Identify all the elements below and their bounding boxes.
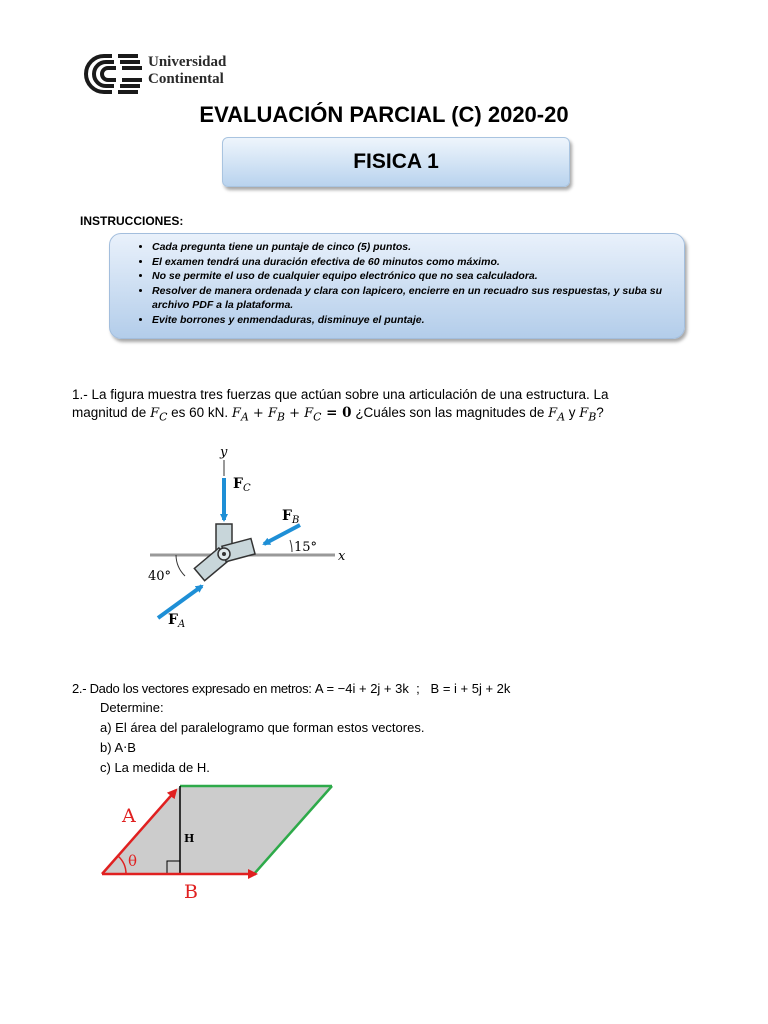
q1-text: es 60 kN. — [167, 405, 232, 420]
q1-text: y — [565, 405, 580, 420]
angle-arc-b — [290, 540, 292, 552]
instructions-box — [109, 233, 685, 339]
question-2a: a) El área del paralelogramo que forman estos vectores. — [100, 720, 425, 735]
plus-sign: + — [248, 406, 268, 421]
label-h: H — [184, 832, 195, 845]
q1-text: ? — [596, 405, 604, 420]
logo-mark-icon — [82, 52, 144, 96]
equals-zero: = 0 — [321, 405, 352, 421]
vector-fb: $F_B$ — [579, 406, 597, 424]
question-1-line-2 — [72, 404, 712, 427]
logo-line-1: Universidad — [148, 54, 227, 70]
label-b: B — [184, 881, 198, 903]
y-axis-label: y — [220, 445, 228, 460]
vector-a-expression: A = −4i + 2j + 3k — [314, 681, 409, 696]
question-1-line-1: 1.- La figura muestra tres fuerzas que actúan sobre una articulación de una estructura. La — [72, 387, 609, 402]
vector-fb: $F_B$ — [267, 406, 285, 424]
parallelogram-diagram — [96, 780, 346, 904]
angle-a-label: 40° — [148, 569, 172, 584]
exam-title: EVALUACIÓN PARCIAL (C) 2020-20 — [199, 102, 569, 127]
question-2 — [72, 680, 712, 778]
fa-label: $F_A$ — [168, 612, 186, 630]
question-2b: b) A⋅B — [100, 740, 136, 755]
university-logo — [82, 52, 242, 96]
separator: ; — [408, 681, 431, 696]
fb-label: $F_B$ — [282, 508, 300, 526]
instructions-list — [110, 234, 684, 328]
q1-text: ¿Cuáles son las magnitudes de — [351, 405, 549, 420]
q1-text: magnitud de — [72, 405, 151, 420]
vector-b-expression: B = i + 5j + 2k — [430, 681, 511, 696]
force-diagram — [140, 440, 370, 640]
instruction-item: • Cada pregunta tiene un puntaje de cinco (5) puntos. — [152, 240, 672, 255]
question-2c: c) La medida de H. — [100, 760, 210, 775]
vector-fa: $F_A$ — [548, 406, 566, 424]
fc-label: $F_C$ — [233, 476, 251, 494]
question-2-line-1 — [72, 680, 712, 698]
logo-line-2: Continental — [148, 71, 224, 87]
instruction-item: • No se permite el uso de cualquier equipo electrónico que no sea calculadora. — [152, 269, 672, 284]
angle-b-label: 15° — [294, 540, 318, 555]
label-theta: θ — [128, 852, 138, 870]
q2-intro: 2.- Dado los vectores expresado en metros: — [72, 681, 315, 696]
joint-center — [222, 552, 226, 556]
question-1 — [72, 386, 712, 427]
subject-title: FISICA 1 — [353, 150, 439, 173]
label-a: A — [122, 805, 136, 827]
instruction-item: • Resolver de manera ordenada y clara con lapicero, encierre en un recuadro sus respuestas, y suba su archivo PDF a la plataforma. — [152, 284, 672, 313]
x-axis-label: x — [338, 549, 346, 564]
instruction-item: • Evite borrones y enmendaduras, disminuye el puntaje. — [152, 313, 672, 328]
vector-fa: $F_A$ — [231, 406, 249, 424]
vector-fc: $F_C$ — [150, 406, 168, 424]
subject-banner — [222, 137, 570, 187]
vector-fc: $F_C$ — [304, 406, 322, 424]
plus-sign: + — [284, 406, 305, 421]
determine-label: Determine: — [100, 700, 164, 715]
logo-text — [148, 54, 226, 88]
instruction-item: • El examen tendrá una duración efectiva de 60 minutos como máximo. — [152, 255, 672, 270]
angle-arc-a — [176, 555, 185, 576]
instructions-label: INSTRUCCIONES: — [80, 214, 184, 228]
force-fa-arrow — [158, 586, 202, 618]
